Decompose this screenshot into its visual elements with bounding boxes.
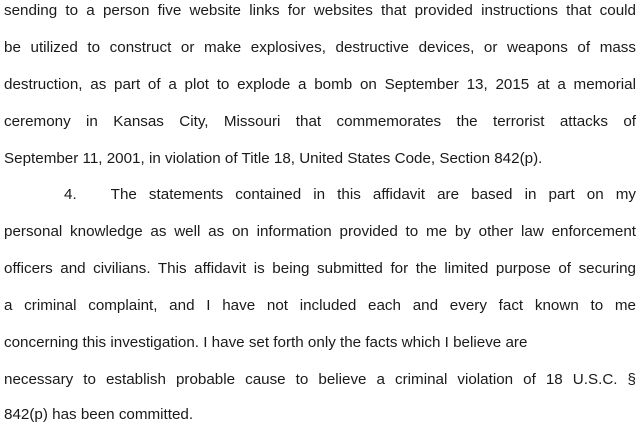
paragraph-4-line-5: concerning this investigation. I have set forth only the facts which I believe are xyxy=(4,334,528,351)
paragraph-4-first-text: The statements contained in this affidavit are based in part on my xyxy=(110,186,636,203)
paragraph-4-line-3: officers and civilians. This affidavit is being submitted for the limited purpose of securing xyxy=(4,260,636,277)
text-line-5: September 11, 2001, in violation of Title 18, United States Code, Section 842(p). xyxy=(4,150,543,167)
paragraph-4-line-4: a criminal complaint, and I have not included each and every fact known to me xyxy=(4,297,636,314)
text-line-3: destruction, as part of a plot to explode a bomb on September 13, 2015 at a memorial xyxy=(4,76,636,93)
paragraph-4-line-2: personal knowledge as well as on information provided to me by other law enforcement xyxy=(4,223,636,240)
paragraph-4-line-6: necessary to establish probable cause to believe a criminal violation of 18 U.S.C. § xyxy=(4,371,636,388)
text-line-2: be utilized to construct or make explosives, destructive devices, or weapons of mass xyxy=(4,39,636,56)
paragraph-number: 4. xyxy=(64,186,77,203)
paragraph-4-first-line xyxy=(4,186,636,204)
text-line-4: ceremony in Kansas City, Missouri that commemorates the terrorist attacks of xyxy=(4,113,636,130)
text-line-1: sending to a person five website links for websites that provided instructions that could xyxy=(4,2,636,19)
paragraph-4-line-7: 842(p) has been committed. xyxy=(4,406,194,423)
